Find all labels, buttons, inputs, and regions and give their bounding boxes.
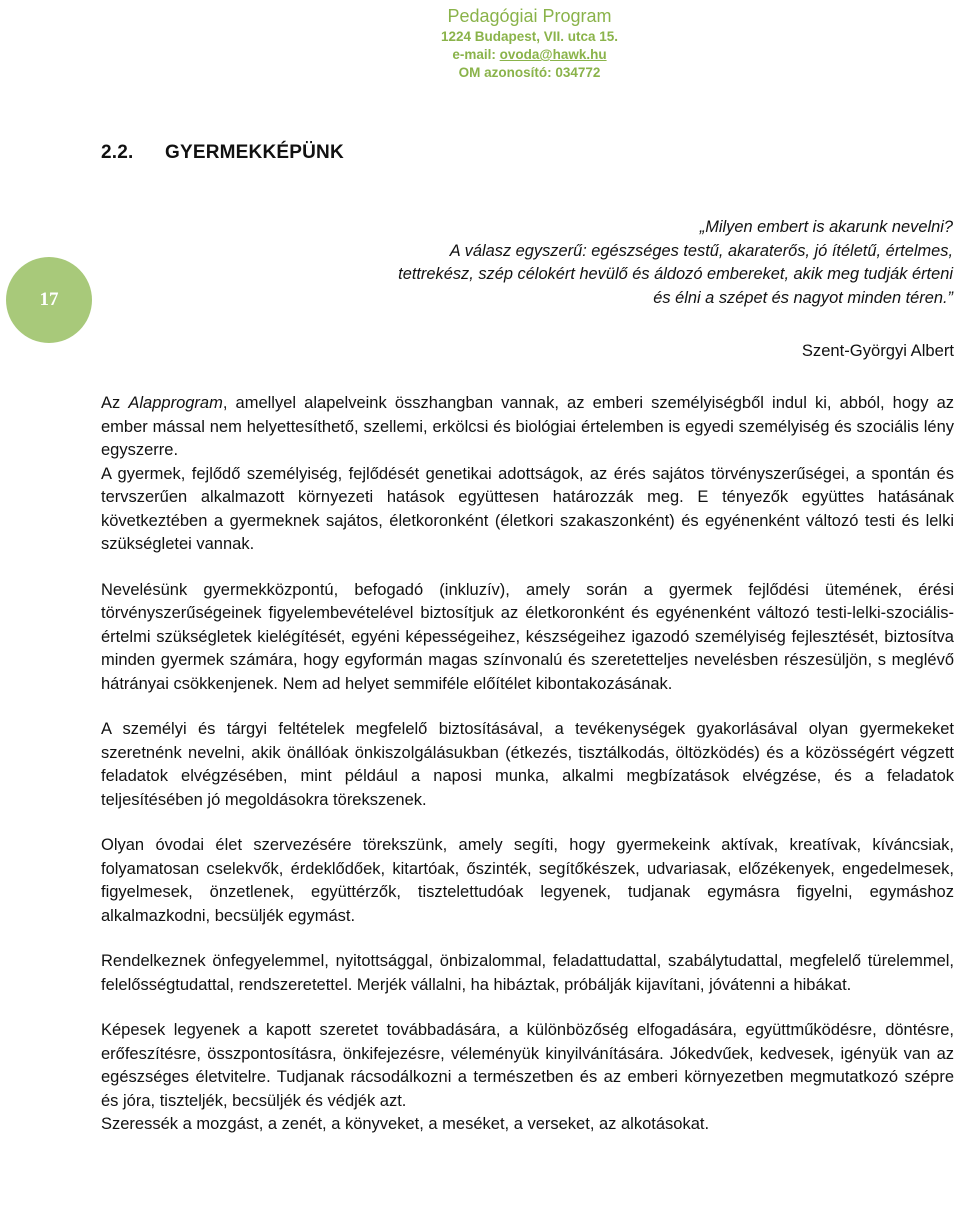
quote-line: „Milyen embert is akarunk nevelni? (699, 218, 953, 236)
header-om-id: OM azonosító: 034772 (458, 65, 601, 80)
paragraph: Olyan óvodai élet szervezésére törekszünk, amely segíti, hogy gyermekeink aktívak, kreatívak, kíváncsiak, folyamatosan cselekvők, érdeklődőek, kitartóak, őszinték, segítőkészek, udvariasak, előzékenyek, engedelmesek, figyelmesek, önzetlenek, együttérzők, tisztelettudóak legyenek, tudjanak egymásra figyelni, egymáshoz alkalmazkodni, becsüljék egymást. (101, 836, 954, 925)
quote-line: tettrekész, szép célokért hevülő és áldozó embereket, akik meg tudják érteni (398, 265, 953, 283)
header-email-link[interactable]: ovoda@hawk.hu (499, 47, 607, 62)
paragraph: A személyi és tárgyi feltételek megfelelő biztosításával, a tevékenységek gyakorlásával olyan gyermekeket szeretnénk nevelni, akik önállóak önkiszolgálásukban (étkezés, tisztálkodás, öltözködés) és a közösségért végzett feladatok elvégzésében, mint például a naposi munka, alkalmi megbízatások elvégzése, és a feladatok teljesítésében jó megoldásokra törekszenek. (101, 720, 954, 809)
quote-author: Szent-Györgyi Albert (801, 341, 954, 360)
quote-line: és élni a szépet és nagyot minden téren.” (653, 288, 953, 307)
paragraph: Nevelésünk gyermekközpontú, befogadó (inkluzív), amely során a gyermek fejlődési ütemének, érési törvényszerűségeinek figyelembevételével biztosítjuk az életkoronként és egyénenként változó testi-lelki-szociális-értelmi szükségletek kielégítését, egyéni képességeihez, készségeihez igazodó személyiség fejlesztését, biztosítva minden gyermek számára, hogy egyformán magas színvonalú és szeretetteljes nevelésben részesüljön, s meglévő hátrányai csökkenjenek. Nem ad helyet semmiféle előítélet kibontakozásának. (101, 580, 954, 693)
paragraph: A gyermek, fejlődő személyiség, fejlődését genetikai adottságok, az érés sajátos törvényszerűségei, a spontán és tervszerűen alkalmazott környezeti hatások együttesen határozzák meg. E tényezők együttes hatásának következtében a gyermeknek sajátos, életkoronként (életkori szakaszonként) és egyénenként változó testi és lelki szükségletei vannak. (101, 464, 954, 553)
paragraph-text: Az (101, 394, 129, 412)
program-name: Alapprogram (128, 394, 223, 412)
header-email (0, 46, 960, 64)
quote-line: A válasz egyszerű: egészséges testű, akaraterős, jó ítéletű, értelmes, (449, 241, 953, 260)
page-header (0, 4, 960, 82)
paragraph: Képesek legyenek a kapott szeretet továbbadására, a különbözőség elfogadására, együttműködésre, döntésre, erőfeszítésre, összpontosításra, önkifejezésre, véleményük kinyilvánítására. Jókedvűek, kedvesek, igényük van az egészséges életvitelre. Tudjanak rácsodálkozni a természetben és az emberi környezetben megmutatkozó szépre és jóra, tiszteljék, becsüljék és védjék azt. (101, 1021, 954, 1110)
section-title: GYERMEKKÉPÜNK (165, 142, 344, 163)
header-email-label: e-mail: (452, 47, 500, 62)
epigraph-quote (313, 216, 953, 310)
section-heading (101, 142, 344, 164)
section-number: 2.2. (101, 142, 134, 163)
body-text (101, 392, 954, 1137)
paragraph: Szeressék a mozgást, a zenét, a könyveket, a meséket, a verseket, az alkotásokat. (101, 1115, 710, 1133)
paragraph-text: , amellyel alapelveink összhangban vannak, az emberi személyiségből indul ki, abból, hogy az ember mással nem helyettesíthető, szellemi, erkölcsi és biológiai értelemben is egyedi személyiség és szociális lény egyszerre. (101, 394, 955, 459)
header-title: Pedagógiai Program (447, 6, 612, 26)
paragraph: Rendelkeznek önfegyelemmel, nyitottsággal, önbizalommal, feladattudattal, szabálytudattal, megfelelő türelemmel, felelősségtudattal, rendszeretettel. Merjék vállalni, ha hibáztak, próbálják kijavítani, jóvátenni a hibákat. (101, 952, 954, 994)
paragraph (101, 392, 954, 463)
page-number-badge: 17 (6, 257, 92, 343)
header-address: 1224 Budapest, VII. utca 15. (440, 29, 619, 44)
